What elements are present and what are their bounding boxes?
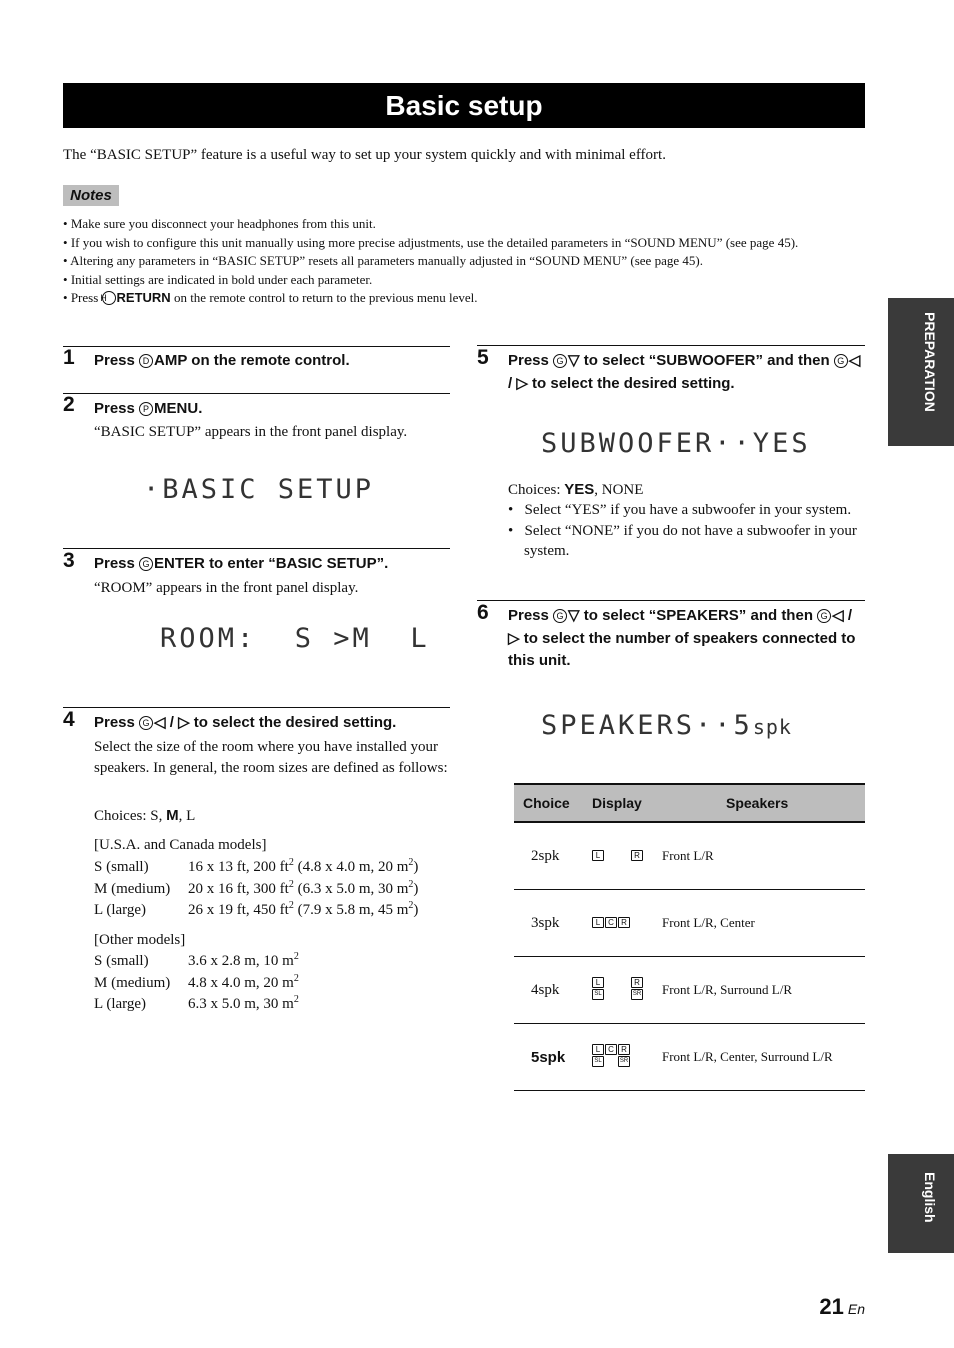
usa-size-table <box>94 857 418 922</box>
speaker-r-icon: R <box>618 917 630 928</box>
speaker-sl-icon: SL <box>592 1056 604 1067</box>
step-2-heading: Press P MENU. <box>94 400 203 417</box>
note-item: • Initial settings are indicated in bold under each parameter. <box>63 271 373 287</box>
key-p-icon: P <box>139 402 153 416</box>
lcd-basic-setup: ·BASIC SETUP <box>143 474 375 505</box>
speaker-l-icon: L <box>592 917 604 928</box>
page-title: Basic setup <box>63 83 865 128</box>
table-row: L (large) 6.3 x 5.0 m, 30 $m^2$ <box>94 994 299 1012</box>
intro-text: The “BASIC SETUP” feature is a useful way to set up your system quickly and with minimal effort. <box>63 147 666 163</box>
key-h-icon: H <box>102 291 116 305</box>
left-right-arrow-icon: ◁ / ▷ <box>154 714 190 731</box>
step-1-heading: Press D AMP on the remote control. <box>94 352 350 369</box>
step-divider <box>477 345 865 346</box>
table-row: M (medium) 20 x 16 ft, 300 $ft^2$ (6.3 x 5.0 m, 30 $m^2$) <box>94 878 419 897</box>
subwoofer-bullets <box>508 500 860 562</box>
speaker-l-icon: L <box>592 977 604 988</box>
step-divider <box>63 548 450 549</box>
step-divider <box>63 707 450 708</box>
key-d-icon: D <box>139 354 153 368</box>
speaker-c-icon: C <box>605 1044 617 1055</box>
other-models-header: [Other models] <box>94 932 186 948</box>
lcd-room: ROOM: S >M L <box>160 623 430 654</box>
speaker-table <box>514 783 865 1091</box>
step-4-body: Select the size of the room where you have installed your speakers. In general, the room sizes are defined as follows: <box>94 739 448 776</box>
speaker-sr-icon: SR <box>631 989 643 1000</box>
step-4-number: 4 <box>63 708 75 731</box>
speaker-display-icon <box>592 977 644 1001</box>
table-row: 2spk L R Front L/R <box>514 822 865 890</box>
step-3-number: 3 <box>63 549 75 572</box>
step-divider <box>63 346 450 347</box>
subwoofer-choices: Choices: YES, NONE <box>508 481 644 498</box>
step-6-number: 6 <box>477 601 489 624</box>
step-divider <box>477 600 865 601</box>
speaker-display-icon <box>592 1044 631 1068</box>
key-g-icon: G <box>834 354 848 368</box>
speaker-r-icon: R <box>631 850 643 861</box>
down-arrow-icon: ▽ <box>568 607 580 624</box>
notes-label: Notes <box>63 185 119 206</box>
usa-models-header: [U.S.A. and Canada models] <box>94 837 267 853</box>
preparation-tab: PREPARATION <box>888 298 954 446</box>
room-choices: Choices: S, M, L <box>94 807 196 824</box>
step-2-number: 2 <box>63 393 75 416</box>
speaker-r-icon: R <box>631 977 643 988</box>
note-item: • Altering any parameters in “BASIC SETUP” resets all parameters manually adjusted in “SOUND MENU” (see page 45). <box>63 253 703 268</box>
key-g-icon: G <box>139 716 153 730</box>
step-1-number: 1 <box>63 346 75 369</box>
key-g-icon: G <box>817 609 831 623</box>
step-5-number: 5 <box>477 346 489 369</box>
table-row: 5spk L C R SL SR Front L/R, Center, Surround L/R <box>514 1024 865 1091</box>
step-2-body: “BASIC SETUP” appears in the front panel display. <box>94 424 408 440</box>
speaker-display-icon <box>592 850 644 862</box>
table-row: L (large) 26 x 19 ft, 450 $ft^2$ (7.9 x 5.8 m, 45 $m^2$) <box>94 900 419 918</box>
header-speakers: Speakers <box>662 784 865 822</box>
speaker-sr-icon: SR <box>618 1056 630 1067</box>
header-choice: Choice <box>514 784 592 822</box>
table-row: 4spk L R SL SR Front L/R, Surround L/R <box>514 957 865 1024</box>
speaker-sl-icon: SL <box>592 989 604 1000</box>
speaker-l-icon: L <box>592 1044 604 1055</box>
table-row: S (small) 16 x 13 ft, 200 $ft^2$ (4.8 x 4.0 m, 20 $m^2$) <box>94 857 419 875</box>
notes-list <box>63 215 823 308</box>
note-item: • If you wish to configure this unit manually using more precise adjustments, use the detailed parameters in “SOUND MENU” (see page 45). <box>63 234 799 250</box>
step-5-heading: Press G ▽ to select “SUBWOOFER” and then G ◁ / ▷ to select the desired setting. <box>508 352 861 392</box>
header-display: Display <box>592 784 662 822</box>
step-6-heading: Press G ▽ to select “SPEAKERS” and then G ◁ / ▷ to select the number of speakers connected to this unit. <box>508 607 856 669</box>
other-size-table <box>94 951 299 1016</box>
return-key-label: RETURN <box>116 290 171 305</box>
note-item: • Make sure you disconnect your headphones from this unit. <box>63 216 376 231</box>
table-header-row <box>514 784 865 822</box>
table-row: 3spk L C R Front L/R, Center <box>514 890 865 957</box>
key-g-icon: G <box>553 354 567 368</box>
left-right-arrow-icon: ◁ / ▷ <box>508 607 853 647</box>
down-arrow-icon: ▽ <box>568 352 580 369</box>
step-3-body: “ROOM” appears in the front panel display. <box>94 580 359 596</box>
step-divider <box>63 393 450 394</box>
lcd-subwoofer: SUBWOOFER··YES <box>541 428 811 459</box>
note-item: • Press H RETURN on the remote control to return to the previous menu level. <box>63 290 478 305</box>
key-g-icon: G <box>139 557 153 571</box>
step-4-heading: Press G ◁ / ▷ to select the desired setting. <box>94 714 397 731</box>
english-tab: English <box>888 1154 954 1253</box>
step-3-heading: Press G ENTER to enter “BASIC SETUP”. <box>94 555 389 572</box>
speaker-display-icon <box>592 917 631 929</box>
speaker-l-icon: L <box>592 850 604 861</box>
table-row: M (medium) 4.8 x 4.0 m, 20 $m^2$ <box>94 972 299 991</box>
speaker-r-icon: R <box>618 1044 630 1055</box>
lcd-speakers: SPEAKERS··5spk <box>541 710 792 741</box>
speaker-c-icon: C <box>605 917 617 928</box>
key-g-icon: G <box>553 609 567 623</box>
page-number: 21 En <box>819 1294 865 1319</box>
table-row: S (small) 3.6 x 2.8 m, 10 $m^2$ <box>94 951 299 969</box>
list-item: • Select “NONE” if you do not have a subwoofer in your system. <box>508 522 857 559</box>
list-item: • Select “YES” if you have a subwoofer in your system. <box>508 502 852 518</box>
left-right-arrow-icon: ◁ / ▷ <box>508 352 861 392</box>
